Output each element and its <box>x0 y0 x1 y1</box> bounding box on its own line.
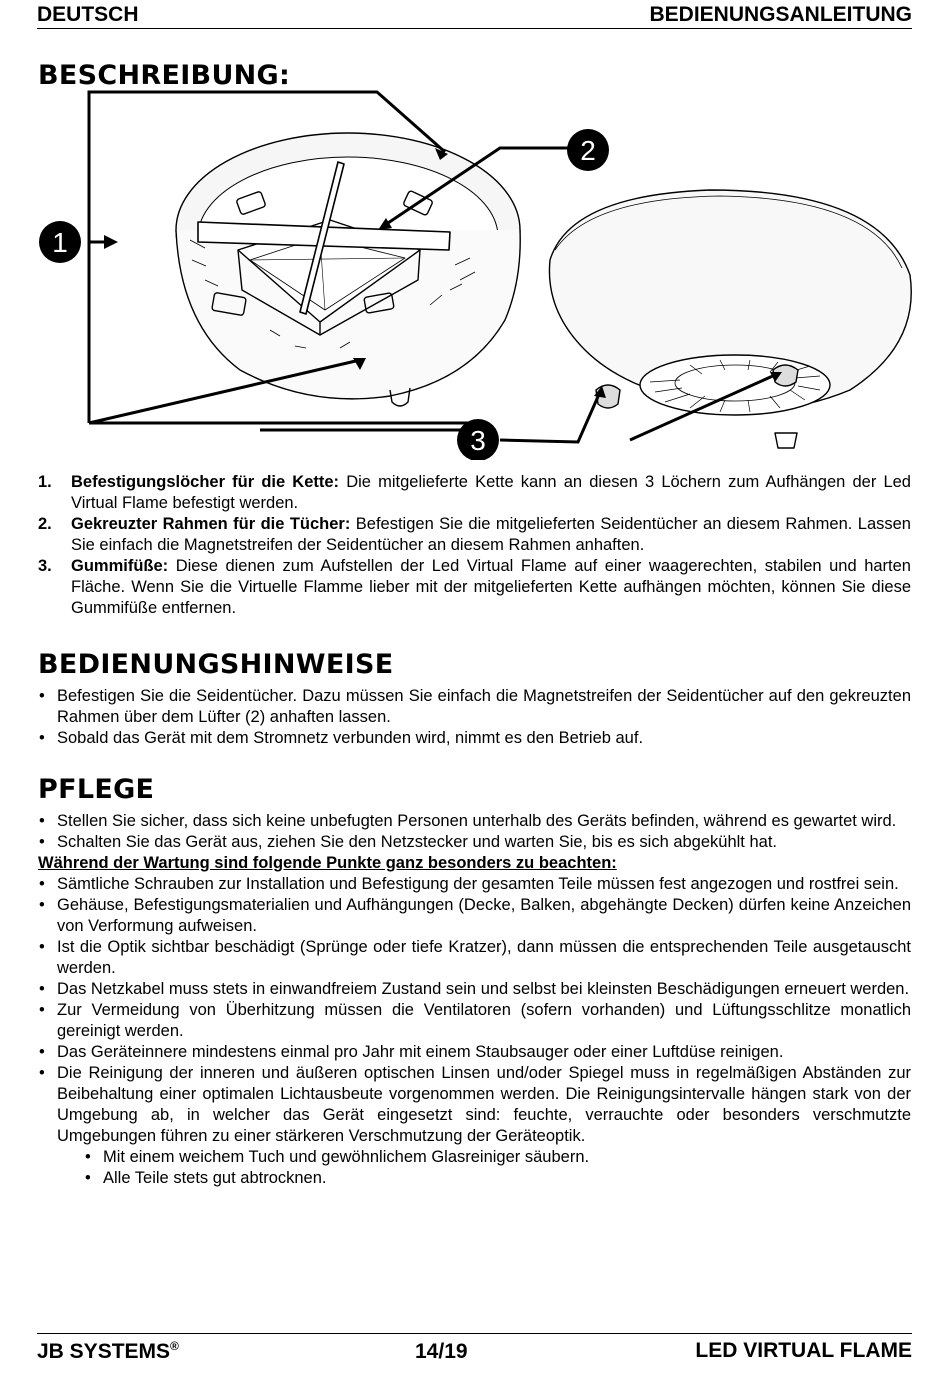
operating-instructions-list <box>38 686 911 749</box>
list-item: • Befestigen Sie die Seidentücher. Dazu müssen Sie einfach die Magnetstreifen der Seidentücher auf den gekreuzten Rahmen über dem Lüfter (2) anhaften lassen. <box>38 686 911 728</box>
svg-text:3: 3 <box>470 425 486 456</box>
list-item: • Stellen Sie sicher, dass sich keine unbefugten Personen unterhalb des Geräts befinden, während es gewartet wird. <box>38 811 911 832</box>
page-footer <box>37 1333 912 1368</box>
page-header <box>37 2 912 29</box>
description-item: 1. Befestigungslöcher für die Kette: Die mitgelieferte Kette kann an diesen 3 Löchern zum Aufhängen der Led Virtual Flame befestigt werden. <box>38 473 911 512</box>
header-doc-type: BEDIENUNGSANLEITUNG <box>649 3 912 26</box>
footer-product: LED VIRTUAL FLAME <box>695 1339 912 1362</box>
callout-2 <box>567 129 609 171</box>
maintenance-subheading: Während der Wartung sind folgende Punkte ganz besonders zu beachten: <box>38 854 617 872</box>
section-title-bedienungshinweise: BEDIENUNGSHINWEISE <box>38 649 394 680</box>
list-item: • Gehäuse, Befestigungsmaterialien und Aufhängungen (Decke, Balken, abgehängte Decken) dürfen keine Anzeichen von Verformung aufweisen. <box>38 895 911 937</box>
svg-text:2: 2 <box>580 135 596 166</box>
list-item: • Das Netzkabel muss stets in einwandfreiem Zustand sein und selbst bei kleinsten Beschädigungen erneuert werden. <box>38 979 911 1000</box>
list-item: • Schalten Sie das Gerät aus, ziehen Sie den Netzstecker und warten Sie, bis es sich abgekühlt hat. <box>38 832 911 853</box>
section-title-pflege: PFLEGE <box>38 774 155 805</box>
callout-1 <box>39 221 81 263</box>
sub-list-item: • Mit einem weichem Tuch und gewöhnlichem Glasreiniger säubern. <box>38 1147 911 1168</box>
list-item: • Ist die Optik sichtbar beschädigt (Sprünge oder tiefe Kratzer), dann müssen die entsprechenden Teile ausgetauscht werden. <box>38 937 911 979</box>
description-item: 3. Gummifüße: Diese dienen zum Aufstellen der Led Virtual Flame auf einer waagerechten, stabilen und harten Fläche. Wenn Sie die Virtuelle Flamme lieber mit der mitgelieferten Kette aufhängen möchten, können Sie diese Gummifüße entfernen. <box>38 557 911 617</box>
footer-brand: JB SYSTEMS® <box>37 1338 179 1363</box>
page-number: 14/19 <box>415 1340 468 1363</box>
header-language: DEUTSCH <box>37 3 139 26</box>
list-item: • Das Geräteinnere mindestens einmal pro Jahr mit einem Staubsauger oder einer Luftdüse reinigen. <box>38 1042 911 1063</box>
svg-text:1: 1 <box>52 227 68 258</box>
sub-list-item: • Alle Teile stets gut abtrocknen. <box>38 1168 911 1189</box>
description-list <box>38 472 911 619</box>
callout-3 <box>457 419 499 460</box>
device-illustration <box>30 90 930 460</box>
list-item: • Sämtliche Schrauben zur Installation und Befestigung der gesamten Teile müssen fest angezogen und rostfrei sein. <box>38 874 911 895</box>
section-title-beschreibung: BESCHREIBUNG: <box>38 60 291 91</box>
maintenance-list <box>38 811 911 1189</box>
list-item: • Die Reinigung der inneren und äußeren optischen Linsen und/oder Spiegel muss in regelmäßigen Abständen zur Beibehaltung einer optimalen Lichtausbeute vorgenommen werden. Die Reinigungsintervalle hängen stark von der Umgebung ab, in welcher das Gerät eingesetzt sind: feuchte, verrauchte oder besonders verschmutzte Umgebungen führen zu einer stärkeren Verschmutzung der Geräteoptik. <box>38 1063 911 1147</box>
dome-illustration <box>549 190 911 448</box>
list-item: • Zur Vermeidung von Überhitzung müssen die Ventilatoren (sofern vorhanden) und Lüftungsschlitze monatlich gereinigt werden. <box>38 1000 911 1042</box>
list-item: • Sobald das Gerät mit dem Stromnetz verbunden wird, nimmt es den Betrieb auf. <box>38 728 911 749</box>
description-item: 2. Gekreuzter Rahmen für die Tücher: Befestigen Sie die mitgelieferten Seidentücher an diesem Rahmen. Lassen Sie einfach die Magnetstreifen der Seidentücher an diesem Rahmen anhaften. <box>38 515 911 554</box>
bowl-illustration <box>176 133 520 406</box>
